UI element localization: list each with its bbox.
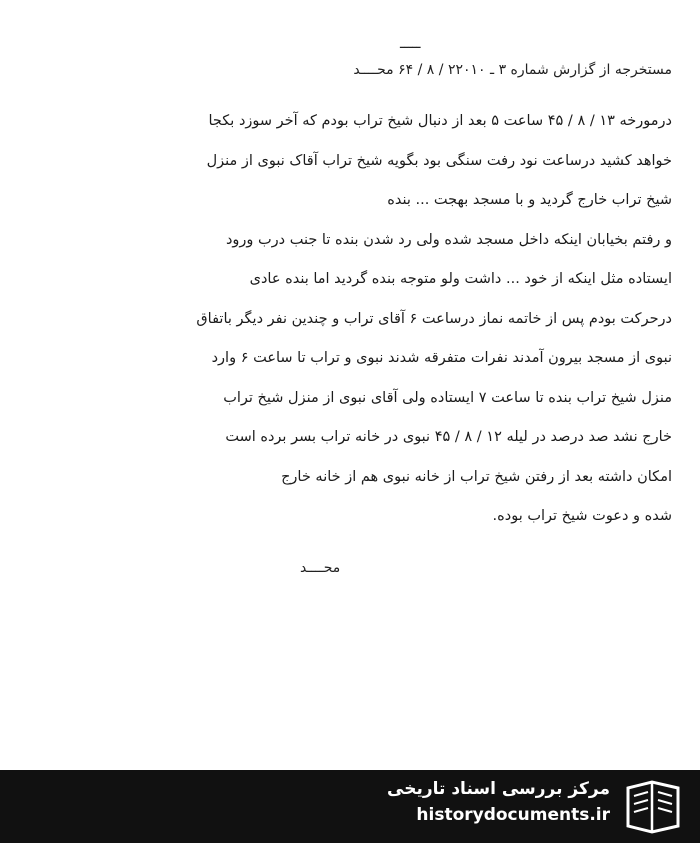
body-line-9: خارج نشد صد درصد در لیله ۱۲ / ۸ / ۴۵ نبوی در خانه تراب بسر برده است [225,429,672,445]
body-line-4: و رفتم بخیابان اینکه داخل مسجد شده ولی رد شدن بنده تا جنب درب ورود [225,231,672,248]
body-line-2: خواهد کشید درساعت نود رفت سنگی بود بگویه شیخ تراب آقاک نبوی از منزل [206,152,672,169]
watermark-url[interactable]: historydocuments.ir [416,805,610,825]
top-mark: ـــــ [400,36,421,52]
body-line-10: امکان داشته بعد از رفتن شیخ تراب از خانه نبوی هم از خانه خارج [281,468,672,485]
watermark-text [387,776,610,828]
report-body [24,102,672,537]
report-header-line: مستخرجه از گزارش شماره ۳ ـ ۲۲۰۱۰ / ۸ / ۶۴ محــــد [353,62,672,78]
body-line-7: نبوی از مسجد بیرون آمدند نفرات متفرقه شدند نبوی و تراب تا ساعت ۶ وارد [211,350,672,366]
body-line-8: منزل شیخ تراب بنده تا ساعت ۷ ایستاده ولی آقای نبوی از منزل شیخ تراب [223,389,672,406]
body-line-11: شده و دعوت شیخ تراب بوده. [492,508,672,524]
body-line-3: شیخ تراب خارج گردید و با مسجد بهجت ... بنده [387,192,672,208]
archive-watermark [0,770,700,843]
closing-mark: محــــد [300,560,341,576]
body-line-6: درحرکت بودم پس از خاتمه نماز درساعت ۶ آقای تراب و چندین نفر دیگر باتفاق [196,310,672,327]
archive-logo-icon [622,778,684,836]
body-line-1: درمورخه ۱۳ / ۸ / ۴۵ ساعت ۵ بعد از دنبال شیخ تراب بودم که آخر سوزد بکجا [208,113,672,129]
watermark-title: مرکز بررسی اسناد تاریخی [387,779,610,799]
body-line-5: ایستاده مثل اینکه از خود ... داشت ولو متوجه بنده گردید اما بنده عادی [249,271,672,287]
